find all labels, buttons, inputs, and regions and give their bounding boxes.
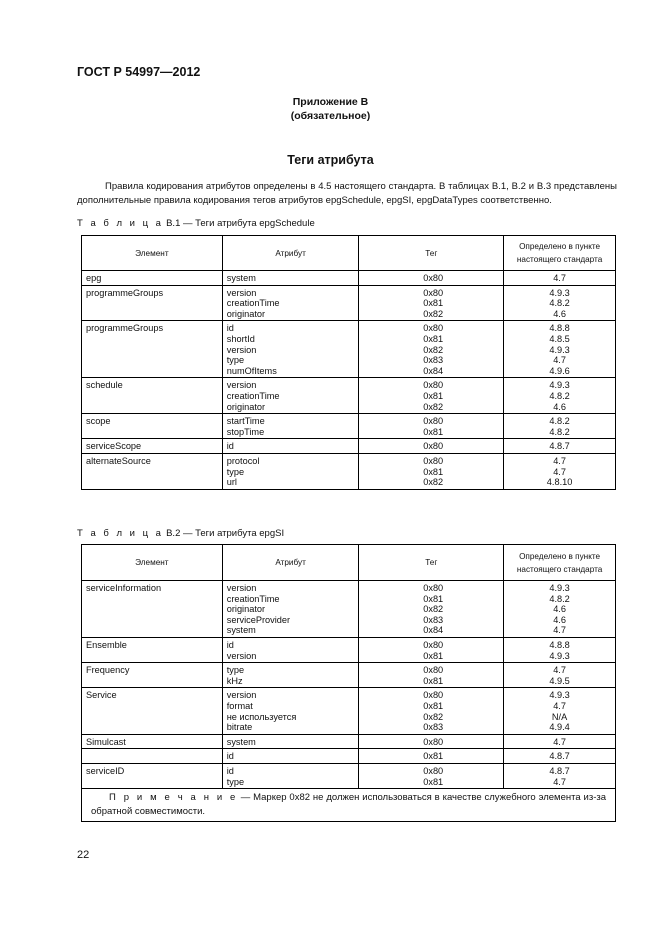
defined-cell bbox=[504, 439, 616, 454]
tag-value: 0x84 bbox=[423, 365, 444, 376]
attribute-value: type bbox=[226, 355, 245, 366]
table2-caption-prefix: Т а б л и ц а bbox=[77, 528, 164, 539]
attribute-value: format bbox=[226, 700, 253, 711]
table2-caption bbox=[77, 528, 284, 539]
element-cell bbox=[82, 763, 223, 788]
attribute-value: stopTime bbox=[226, 426, 265, 437]
defined-value: 4.7 bbox=[553, 355, 566, 366]
table-row bbox=[82, 271, 616, 286]
attribute-value: shortId bbox=[226, 333, 255, 344]
element-name: Simulcast bbox=[86, 736, 126, 747]
element-name: scope bbox=[86, 416, 111, 427]
tag-cell bbox=[359, 663, 504, 688]
tag-value: 0x81 bbox=[423, 751, 444, 762]
defined-value: 4.7 bbox=[553, 273, 566, 283]
element-cell bbox=[82, 688, 223, 734]
tag-value: 0x80 bbox=[423, 639, 444, 650]
tag-cell bbox=[359, 321, 504, 378]
table-b1 bbox=[81, 235, 616, 490]
attribute-cell bbox=[222, 271, 359, 286]
table-note-row bbox=[82, 789, 616, 822]
tag-cell bbox=[359, 414, 504, 439]
table-row bbox=[82, 453, 616, 489]
attribute-value: version bbox=[226, 287, 257, 298]
element-cell bbox=[82, 378, 223, 414]
tag-value: 0x82 bbox=[423, 401, 444, 412]
tag-cell bbox=[359, 734, 504, 749]
table-row bbox=[82, 581, 616, 638]
defined-value: 4.9.3 bbox=[549, 380, 570, 391]
tag-value: 0x81 bbox=[423, 700, 444, 711]
element-name: serviceID bbox=[86, 765, 125, 776]
defined-value: 4.8.2 bbox=[549, 593, 570, 604]
element-name bbox=[86, 751, 218, 762]
tag-value: 0x81 bbox=[423, 466, 444, 477]
defined-value: 4.7 bbox=[553, 700, 566, 711]
defined-value: 4.9.3 bbox=[549, 650, 570, 661]
defined-value: 4.8.2 bbox=[549, 416, 570, 427]
attribute-value: creationTime bbox=[226, 298, 280, 309]
attribute-cell bbox=[222, 414, 359, 439]
attribute-value: url bbox=[226, 477, 237, 488]
table-row bbox=[82, 734, 616, 749]
tag-value: 0x81 bbox=[423, 593, 444, 604]
table-row bbox=[82, 763, 616, 788]
attribute-value: creationTime bbox=[226, 390, 280, 401]
table-row bbox=[82, 749, 616, 764]
attribute-cell bbox=[222, 734, 359, 749]
attribute-value: id bbox=[226, 751, 234, 762]
tag-value: 0x81 bbox=[423, 675, 444, 686]
defined-value: 4.7 bbox=[553, 736, 566, 747]
attribute-value: system bbox=[226, 736, 256, 747]
note-text: — Маркер 0x82 не должен использоваться в качестве служебного элемента из-за обратной совместимости. bbox=[91, 792, 607, 817]
attribute-value: id bbox=[226, 441, 234, 452]
defined-cell bbox=[504, 414, 616, 439]
table-b2 bbox=[81, 544, 616, 822]
table-row bbox=[82, 637, 616, 662]
tag-value: 0x82 bbox=[423, 477, 444, 488]
defined-value: 4.6 bbox=[553, 614, 566, 625]
element-name: epg bbox=[86, 273, 102, 283]
header-defined bbox=[504, 236, 616, 271]
table-row bbox=[82, 321, 616, 378]
defined-value: 4.9.3 bbox=[549, 344, 570, 355]
tag-value: 0x80 bbox=[423, 690, 444, 701]
attribute-value: id bbox=[226, 639, 234, 650]
tag-value: 0x80 bbox=[423, 665, 444, 676]
defined-value: N/A bbox=[551, 711, 568, 722]
attribute-value: version bbox=[226, 650, 257, 661]
attribute-value: startTime bbox=[226, 416, 265, 427]
element-cell bbox=[82, 321, 223, 378]
attribute-value: type bbox=[226, 776, 245, 787]
defined-value: 4.8.7 bbox=[549, 751, 570, 762]
tag-value: 0x80 bbox=[423, 736, 444, 747]
header-tag: Тег bbox=[359, 545, 504, 581]
defined-value: 4.6 bbox=[553, 401, 566, 412]
table-header-row bbox=[82, 236, 616, 271]
attribute-value: creationTime bbox=[226, 593, 280, 604]
defined-cell bbox=[504, 688, 616, 734]
attribute-cell bbox=[222, 663, 359, 688]
header-defined-text: Определено в пункте настоящего стандарта bbox=[516, 242, 603, 264]
defined-cell bbox=[504, 581, 616, 638]
tag-value: 0x81 bbox=[423, 776, 444, 787]
attribute-value: kHz bbox=[226, 675, 243, 686]
intro-text: Правила кодирования атрибутов определены в 4.5 настоящего стандарта. В таблицах В.1, В.2 и В.3 представлены дополнительные правила кодирования тегов атрибутов epgSchedule, epgSI, epgDataTypes соответственно. bbox=[77, 181, 617, 206]
header-attribute: Атрибут bbox=[222, 236, 359, 271]
header-defined bbox=[504, 545, 616, 581]
tag-value: 0x80 bbox=[423, 273, 444, 283]
page-number: 22 bbox=[77, 849, 90, 861]
defined-value: 4.8.2 bbox=[549, 298, 570, 309]
tag-value: 0x83 bbox=[423, 722, 444, 733]
element-cell bbox=[82, 271, 223, 286]
defined-cell bbox=[504, 321, 616, 378]
element-cell bbox=[82, 414, 223, 439]
defined-value: 4.6 bbox=[553, 604, 566, 615]
tag-cell bbox=[359, 453, 504, 489]
attribute-value: numOfItems bbox=[226, 365, 277, 376]
attribute-value: id bbox=[226, 323, 234, 334]
defined-value: 4.8.8 bbox=[549, 639, 570, 650]
element-name: schedule bbox=[86, 380, 123, 391]
element-name: serviceInformation bbox=[86, 583, 162, 593]
tag-value: 0x81 bbox=[423, 426, 444, 437]
tag-value: 0x83 bbox=[423, 614, 444, 625]
element-cell bbox=[82, 285, 223, 321]
attribute-cell bbox=[222, 749, 359, 764]
element-name: serviceScope bbox=[86, 441, 142, 452]
tag-value: 0x83 bbox=[423, 355, 444, 366]
tag-value: 0x82 bbox=[423, 711, 444, 722]
defined-value: 4.8.7 bbox=[549, 441, 570, 452]
element-name: alternateSource bbox=[86, 455, 151, 466]
header-tag: Тег bbox=[359, 236, 504, 271]
tag-value: 0x80 bbox=[423, 287, 444, 298]
attribute-value: type bbox=[226, 665, 245, 676]
defined-value: 4.7 bbox=[553, 625, 566, 636]
defined-value: 4.7 bbox=[553, 776, 566, 787]
defined-value: 4.7 bbox=[553, 466, 566, 477]
attribute-value: version bbox=[226, 380, 257, 391]
element-name: Service bbox=[86, 690, 117, 701]
defined-value: 4.7 bbox=[553, 455, 566, 466]
defined-cell bbox=[504, 663, 616, 688]
note-prefix: П р и м е ч а н и е bbox=[109, 792, 238, 804]
tag-value: 0x81 bbox=[423, 390, 444, 401]
element-name: Frequency bbox=[86, 665, 130, 676]
defined-value: 4.8.2 bbox=[549, 390, 570, 401]
tag-cell bbox=[359, 271, 504, 286]
table-row bbox=[82, 663, 616, 688]
tag-value: 0x80 bbox=[423, 416, 444, 427]
attribute-cell bbox=[222, 321, 359, 378]
defined-value: 4.8.7 bbox=[549, 765, 570, 776]
tag-cell bbox=[359, 439, 504, 454]
document-standard-code: ГОСТ Р 54997—2012 bbox=[77, 65, 201, 79]
attribute-value: system bbox=[226, 625, 256, 636]
defined-cell bbox=[504, 453, 616, 489]
defined-value: 4.6 bbox=[553, 308, 566, 319]
tag-cell bbox=[359, 637, 504, 662]
header-defined-text: Определено в пункте настоящего стандарта bbox=[516, 551, 603, 574]
table1-caption bbox=[77, 218, 315, 229]
defined-cell bbox=[504, 378, 616, 414]
table-row bbox=[82, 439, 616, 454]
element-name: programmeGroups bbox=[86, 323, 164, 334]
defined-cell bbox=[504, 285, 616, 321]
defined-value: 4.9.3 bbox=[549, 690, 570, 701]
attribute-cell bbox=[222, 763, 359, 788]
attribute-value: version bbox=[226, 344, 257, 355]
defined-cell bbox=[504, 734, 616, 749]
defined-value: 4.9.3 bbox=[549, 287, 570, 298]
tag-cell bbox=[359, 763, 504, 788]
table-note bbox=[82, 789, 616, 822]
attribute-value: id bbox=[226, 765, 234, 776]
attribute-cell bbox=[222, 688, 359, 734]
attribute-cell bbox=[222, 378, 359, 414]
attribute-value: bitrate bbox=[226, 722, 253, 733]
element-cell bbox=[82, 439, 223, 454]
attribute-value: originator bbox=[226, 604, 266, 615]
header-attribute: Атрибут bbox=[222, 545, 359, 581]
defined-value: 4.8.8 bbox=[549, 323, 570, 334]
defined-value: 4.8.10 bbox=[546, 477, 573, 488]
defined-value: 4.9.4 bbox=[549, 722, 570, 733]
tag-value: 0x80 bbox=[423, 323, 444, 334]
element-cell bbox=[82, 663, 223, 688]
attribute-cell bbox=[222, 637, 359, 662]
tag-value: 0x84 bbox=[423, 625, 444, 636]
table-row bbox=[82, 688, 616, 734]
table-row bbox=[82, 378, 616, 414]
tag-value: 0x81 bbox=[423, 333, 444, 344]
attribute-value: version bbox=[226, 690, 257, 701]
tag-value: 0x82 bbox=[423, 604, 444, 615]
tag-cell bbox=[359, 285, 504, 321]
tag-value: 0x80 bbox=[423, 455, 444, 466]
header-element: Элемент bbox=[82, 236, 223, 271]
table2-caption-text: В.2 — Теги атрибута epgSI bbox=[166, 528, 285, 539]
defined-cell bbox=[504, 763, 616, 788]
element-cell bbox=[82, 734, 223, 749]
attribute-cell bbox=[222, 581, 359, 638]
defined-value: 4.8.5 bbox=[549, 333, 570, 344]
element-cell bbox=[82, 749, 223, 764]
annex-heading bbox=[0, 95, 661, 123]
table1-caption-text: В.1 — Теги атрибута epgSchedule bbox=[166, 218, 315, 229]
attribute-value: originator bbox=[226, 401, 266, 412]
attribute-value: system bbox=[226, 273, 256, 283]
annex-title: Приложение В bbox=[292, 96, 369, 108]
tag-cell bbox=[359, 688, 504, 734]
table-row bbox=[82, 285, 616, 321]
header-element: Элемент bbox=[82, 545, 223, 581]
attribute-cell bbox=[222, 439, 359, 454]
tag-cell bbox=[359, 749, 504, 764]
attribute-cell bbox=[222, 453, 359, 489]
defined-cell bbox=[504, 749, 616, 764]
tag-value: 0x82 bbox=[423, 344, 444, 355]
defined-cell bbox=[504, 637, 616, 662]
tag-value: 0x81 bbox=[423, 298, 444, 309]
element-cell bbox=[82, 453, 223, 489]
attribute-value: type bbox=[226, 466, 245, 477]
defined-value: 4.9.3 bbox=[549, 583, 570, 593]
attribute-value: originator bbox=[226, 308, 266, 319]
attribute-value: protocol bbox=[226, 455, 260, 466]
attribute-value: не используется bbox=[226, 711, 297, 722]
tag-value: 0x80 bbox=[423, 441, 444, 452]
element-name: Ensemble bbox=[86, 639, 127, 650]
tag-cell bbox=[359, 378, 504, 414]
defined-value: 4.9.5 bbox=[549, 675, 570, 686]
tag-value: 0x80 bbox=[423, 583, 444, 593]
tag-value: 0x80 bbox=[423, 380, 444, 391]
tag-value: 0x80 bbox=[423, 765, 444, 776]
annex-subtitle: (обязательное) bbox=[290, 110, 371, 122]
attribute-cell bbox=[222, 285, 359, 321]
defined-cell bbox=[504, 271, 616, 286]
element-cell bbox=[82, 581, 223, 638]
defined-value: 4.7 bbox=[553, 665, 566, 676]
section-title: Теги атрибута bbox=[287, 153, 374, 167]
defined-value: 4.8.2 bbox=[549, 426, 570, 437]
table-header-row bbox=[82, 545, 616, 581]
tag-value: 0x82 bbox=[423, 308, 444, 319]
table-row bbox=[82, 414, 616, 439]
intro-paragraph bbox=[77, 180, 617, 207]
tag-cell bbox=[359, 581, 504, 638]
element-cell bbox=[82, 637, 223, 662]
defined-value: 4.9.6 bbox=[549, 365, 570, 376]
table1-caption-prefix: Т а б л и ц а bbox=[77, 218, 164, 229]
attribute-value: serviceProvider bbox=[226, 614, 291, 625]
tag-value: 0x81 bbox=[423, 650, 444, 661]
element-name: programmeGroups bbox=[86, 287, 164, 298]
attribute-value: version bbox=[226, 583, 257, 593]
